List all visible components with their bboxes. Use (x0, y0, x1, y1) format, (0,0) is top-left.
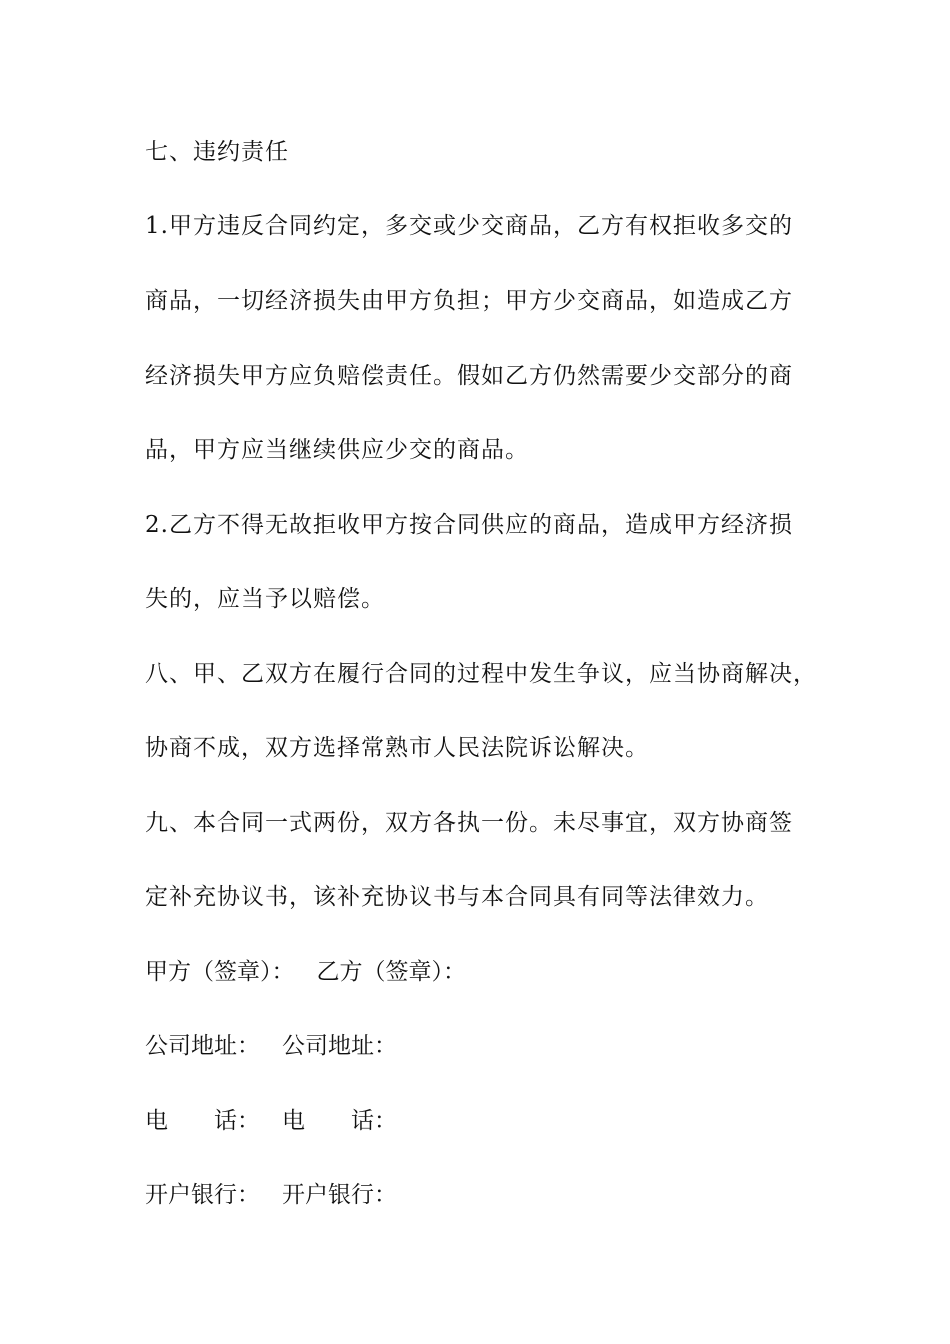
party-b-phone-label: 电 话： (282, 1108, 397, 1134)
party-a-bank-label: 开户银行： (145, 1182, 260, 1208)
clause-7-1-line-2: 商品，一切经济损失由甲方负担；甲方少交商品，如造成乙方 (145, 288, 793, 314)
clause-7-1-line-1: 1.甲方违反合同约定，多交或少交商品，乙方有权拒收多交的 (145, 213, 793, 239)
signature-bank-row (145, 1180, 397, 1210)
clause-7-1-line-4: 品，甲方应当继续供应少交的商品。 (145, 437, 529, 463)
party-b-seal-label: 乙方（签章）： (316, 959, 466, 985)
signature-seal-row (145, 957, 466, 987)
section-9-line-2: 定补充协议书，该补充协议书与本合同具有同等法律效力。 (145, 884, 769, 910)
section-9-line-1: 九、本合同一式两份，双方各执一份。未尽事宜，双方协商签 (145, 810, 793, 836)
section-7-heading: 七、违约责任 (145, 139, 289, 165)
section-8-line-1: 八、甲、乙双方在履行合同的过程中发生争议，应当协商解决， (145, 661, 817, 687)
party-a-seal-label: 甲方（签章）： (145, 959, 295, 985)
signature-address-row (145, 1031, 397, 1061)
section-8-line-2: 协商不成，双方选择常熟市人民法院诉讼解决。 (145, 735, 649, 761)
clause-7-2-line-1: 2.乙方不得无故拒收甲方按合同供应的商品，造成甲方经济损 (145, 512, 793, 538)
clause-7-1-line-3: 经济损失甲方应负赔偿责任。假如乙方仍然需要少交部分的商 (145, 363, 793, 389)
party-b-bank-label: 开户银行： (282, 1182, 397, 1208)
signature-phone-row (145, 1106, 397, 1136)
party-a-phone-label: 电 话： (145, 1108, 260, 1134)
clause-7-2-line-2: 失的，应当予以赔偿。 (145, 586, 385, 612)
party-b-address-label: 公司地址： (282, 1033, 397, 1059)
party-a-address-label: 公司地址： (145, 1033, 260, 1059)
